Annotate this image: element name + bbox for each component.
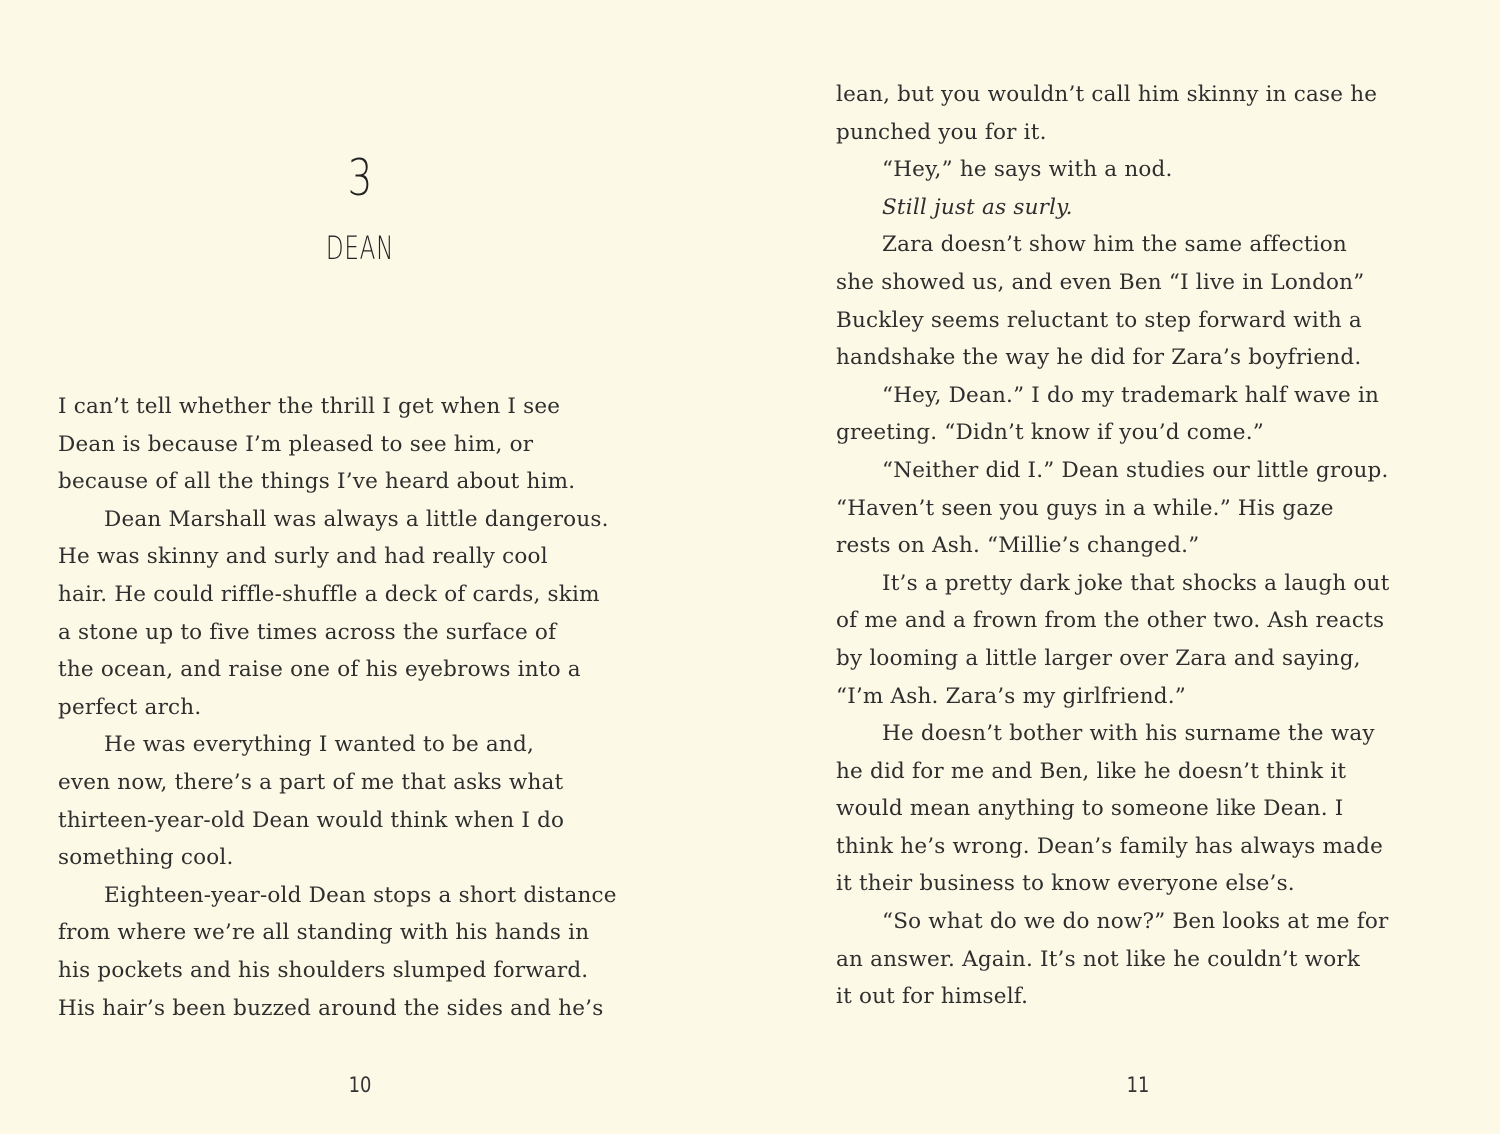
text-line: his pockets and his shoulders slumped forward. bbox=[58, 957, 589, 983]
left-page-body-text bbox=[58, 388, 698, 1027]
text-line: perfect arch. bbox=[58, 694, 202, 720]
chapter-title: DEAN bbox=[325, 229, 395, 267]
text-line: handshake the way he did for Zara’s boyfriend. bbox=[836, 345, 1362, 371]
text-line: “Hey, Dean.” I do my trademark half wave in bbox=[882, 382, 1380, 408]
right-page bbox=[750, 0, 1500, 1134]
text-line: He was everything I wanted to be and, bbox=[104, 732, 534, 758]
text-line: something cool. bbox=[58, 845, 234, 871]
text-line: Eighteen-year-old Dean stops a short distance bbox=[104, 882, 617, 908]
right-page-body-text bbox=[836, 76, 1476, 1016]
text-line: of me and a frown from the other two. Ash reacts bbox=[836, 608, 1385, 634]
text-line: Zara doesn’t show him the same affection bbox=[882, 232, 1347, 258]
chapter-number: 3 bbox=[347, 149, 373, 207]
page-number-left: 10 bbox=[348, 1073, 372, 1097]
text-line: it out for himself. bbox=[836, 984, 1029, 1010]
text-line: punched you for it. bbox=[836, 119, 1047, 145]
text-line: “Hey,” he says with a nod. bbox=[882, 157, 1173, 183]
text-line: the ocean, and raise one of his eyebrows into a bbox=[58, 657, 581, 683]
text-line: “So what do we do now?” Ben looks at me for bbox=[882, 909, 1389, 935]
text-line: think he’s wrong. Dean’s family has always made bbox=[836, 833, 1384, 859]
text-line: even now, there’s a part of me that asks what bbox=[58, 769, 564, 795]
text-line: thirteen-year-old Dean would think when I do bbox=[58, 807, 565, 833]
text-line: Still just as surly. bbox=[882, 194, 1073, 220]
text-line: Dean Marshall was always a little dangerous. bbox=[104, 506, 609, 532]
text-line: It’s a pretty dark joke that shocks a laugh out bbox=[882, 570, 1390, 596]
text-line: he did for me and Ben, like he doesn’t think it bbox=[836, 758, 1347, 784]
text-line: a stone up to five times across the surface of bbox=[58, 619, 557, 645]
text-line: I can’t tell whether the thrill I get when I see bbox=[58, 394, 561, 419]
text-line: she showed us, and even Ben “I live in London” bbox=[836, 269, 1365, 295]
text-line: He was skinny and surly and had really cool bbox=[58, 544, 548, 570]
text-line: would mean anything to someone like Dean. I bbox=[836, 796, 1344, 822]
text-line: Dean is because I’m pleased to see him, or bbox=[58, 431, 534, 457]
text-line: “I’m Ash. Zara’s my girlfriend.” bbox=[836, 683, 1187, 709]
text-line: an answer. Again. It’s not like he couldn’t work bbox=[836, 946, 1361, 972]
text-line: Buckley seems reluctant to step forward with a bbox=[836, 307, 1362, 333]
text-line: rests on Ash. “Millie’s changed.” bbox=[836, 533, 1200, 559]
text-line: by looming a little larger over Zara and saying, bbox=[836, 645, 1361, 671]
text-line: “Neither did I.” Dean studies our little group. bbox=[882, 457, 1389, 483]
text-line: it their business to know everyone else’s. bbox=[836, 871, 1295, 897]
text-line: His hair’s been buzzed around the sides and he’s bbox=[58, 995, 604, 1021]
text-line: “Haven’t seen you guys in a while.” His gaze bbox=[836, 495, 1334, 521]
page-number-right: 11 bbox=[1126, 1073, 1150, 1097]
text-line: lean, but you wouldn’t call him skinny in case he bbox=[836, 82, 1378, 107]
text-line: greeting. “Didn’t know if you’d come.” bbox=[836, 420, 1264, 446]
text-line: hair. He could riffle-shuffle a deck of cards, skim bbox=[58, 581, 600, 607]
text-line: He doesn’t bother with his surname the way bbox=[882, 721, 1375, 747]
text-line: from where we’re all standing with his hands in bbox=[58, 920, 590, 946]
text-line: because of all the things I’ve heard about him. bbox=[58, 469, 576, 495]
